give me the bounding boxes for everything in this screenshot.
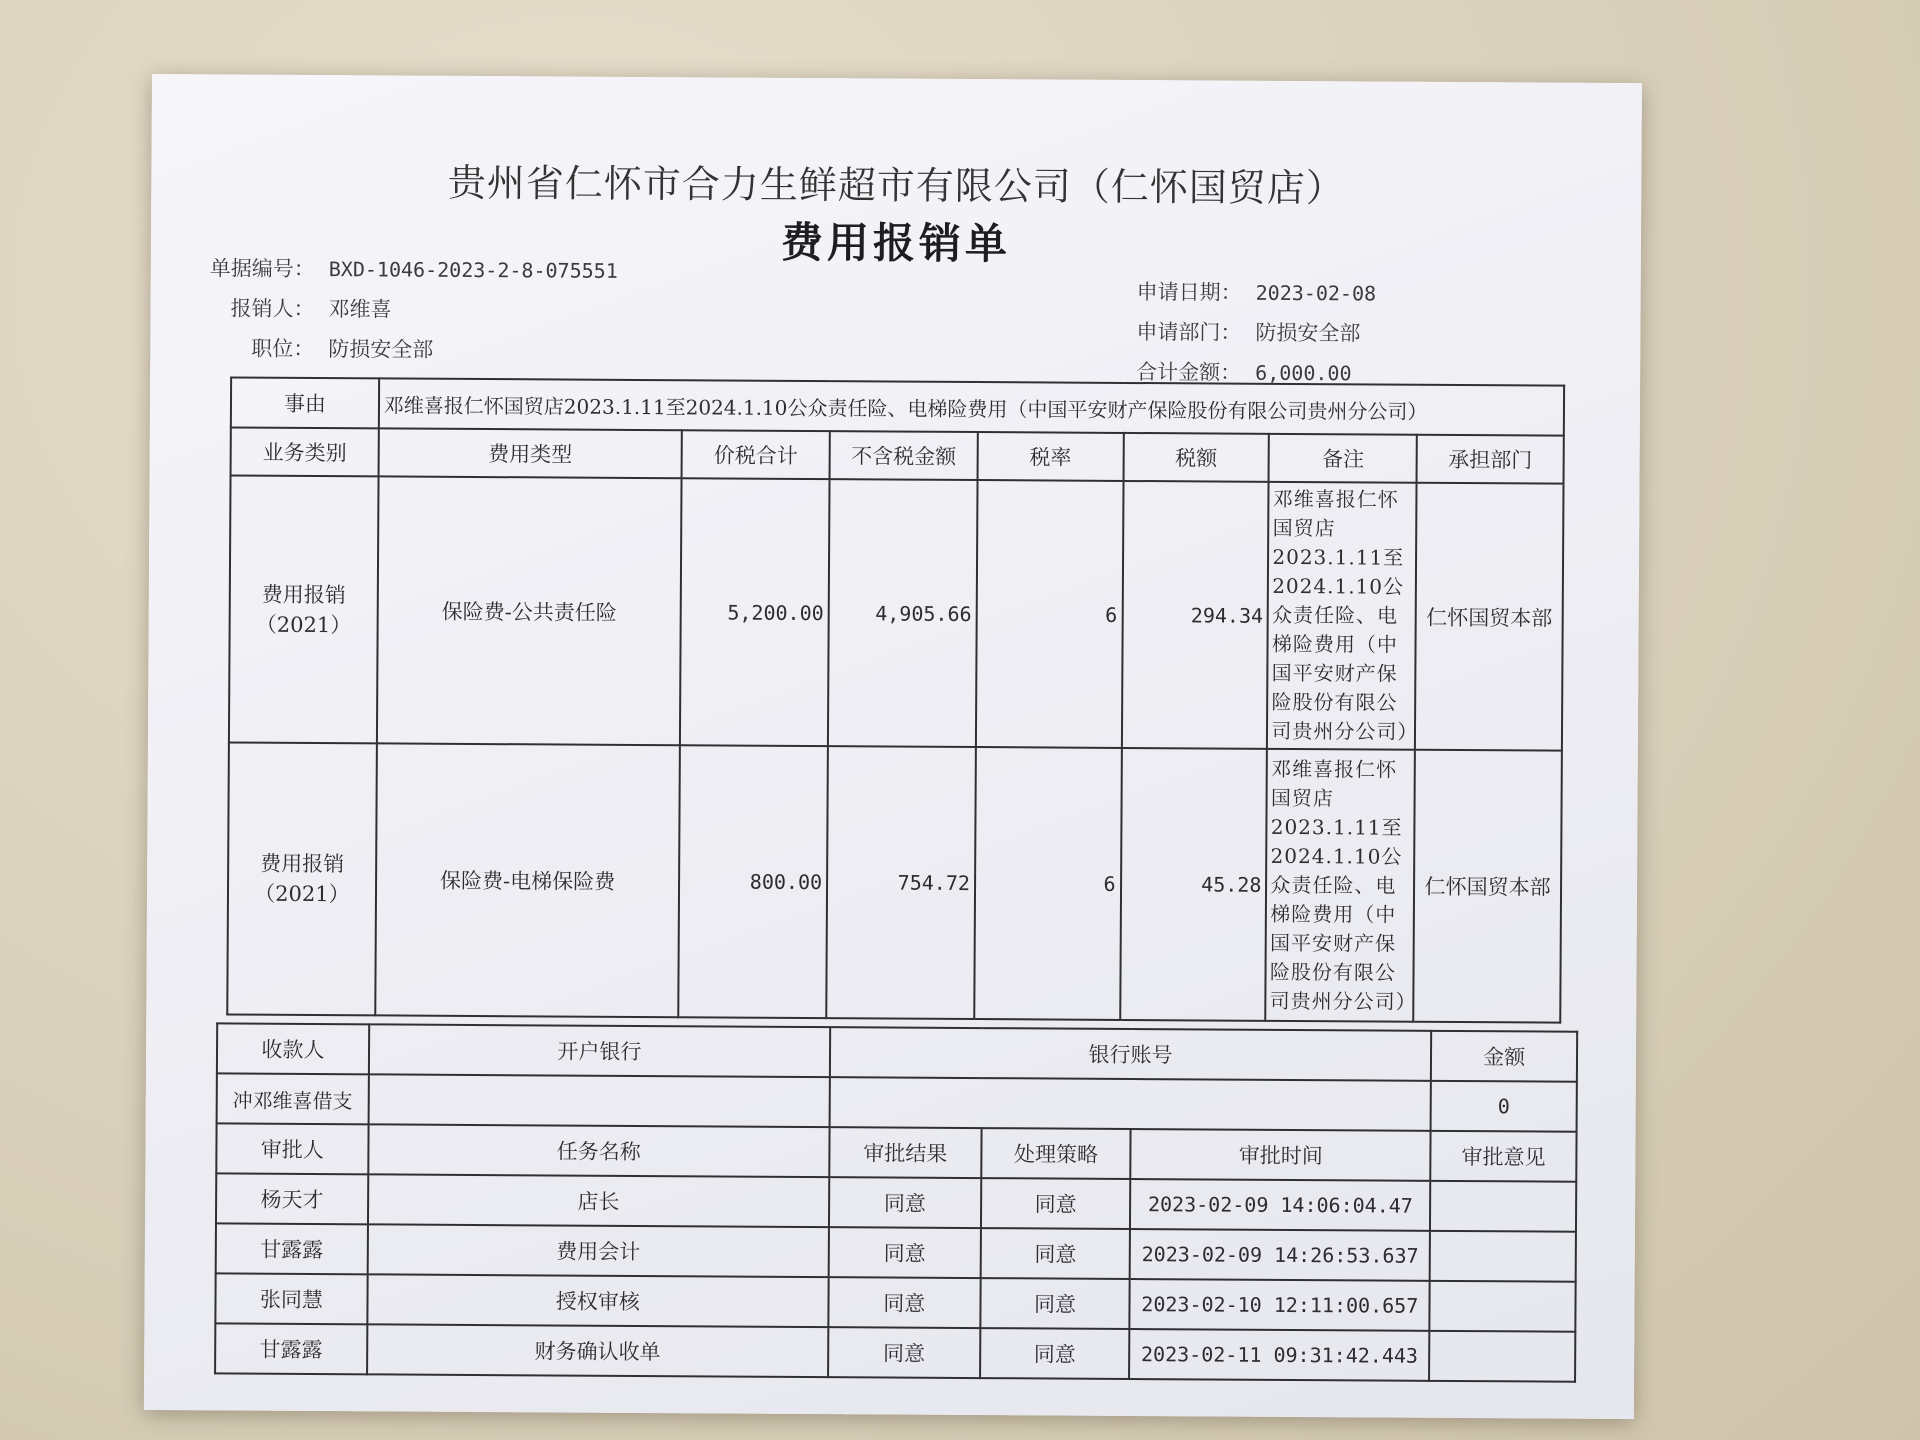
row-type: 保险费-公共责任险 (377, 476, 682, 745)
apply-date-value: 2023-02-08 (1255, 280, 1377, 306)
approval-time: 2023-02-09 14:06:04.47 (1130, 1179, 1430, 1231)
offset-bank (368, 1074, 829, 1127)
header-amount: 金额 (1431, 1031, 1577, 1082)
approval-time: 2023-02-10 12:11:00.657 (1130, 1279, 1430, 1331)
header-time: 审批时间 (1131, 1129, 1431, 1181)
task-name: 财务确认收单 (367, 1324, 828, 1377)
offset-row (217, 1073, 1577, 1131)
approver: 甘露露 (215, 1323, 367, 1374)
header-payee: 收款人 (217, 1023, 369, 1074)
reason-row (231, 377, 1564, 435)
approver: 杨天才 (216, 1173, 368, 1224)
total-label: 合计金额： (1136, 360, 1242, 385)
header-total: 价税合计 (682, 430, 830, 479)
apply-dept-value: 防损安全部 (1255, 320, 1361, 346)
approval-time: 2023-02-09 14:26:53.637 (1130, 1229, 1430, 1281)
header-strategy: 处理策略 (981, 1128, 1131, 1179)
doc-no-label: 单据编号： (209, 256, 315, 281)
header-task: 任务名称 (368, 1124, 829, 1177)
row-net: 754.72 (826, 746, 976, 1019)
position-value: 防损安全部 (328, 337, 434, 362)
approval-opinion (1430, 1181, 1576, 1232)
claimant-label: 报销人： (230, 296, 315, 321)
approval-row (215, 1323, 1575, 1381)
task-name: 授权审核 (367, 1274, 828, 1327)
row-note: 邓维喜报仁怀国贸店2023.1.11至2024.1.10公众责任险、电梯险费用（中国平安财产保险股份有限公司贵州分公司） (1266, 749, 1416, 1022)
header-account: 银行账号 (830, 1027, 1432, 1081)
position-row (202, 332, 433, 363)
doc-no-value: BXD-1046-2023-2-8-075551 (328, 257, 618, 283)
header-tax: 税额 (1123, 433, 1269, 482)
expense-row (229, 475, 1564, 750)
approval-strategy: 同意 (980, 1278, 1130, 1329)
task-name: 店长 (368, 1174, 829, 1227)
approval-header-row (216, 1123, 1576, 1181)
header-opinion: 审批意见 (1430, 1131, 1576, 1182)
claimant-row (202, 292, 391, 323)
header-approver: 审批人 (216, 1123, 368, 1174)
approval-strategy: 同意 (980, 1328, 1130, 1379)
approver: 张同慧 (215, 1273, 367, 1324)
approval-opinion (1430, 1281, 1576, 1332)
approval-opinion (1430, 1231, 1576, 1282)
row-net: 4,905.66 (828, 479, 978, 747)
apply-date-row (1137, 276, 1377, 307)
row-rate: 6 (976, 480, 1123, 748)
company-title: 贵州省仁怀市合力生鲜超市有限公司（仁怀国贸店） (447, 160, 1345, 211)
header-category: 业务类别 (231, 427, 379, 476)
header-note: 备注 (1269, 434, 1417, 483)
approval-strategy: 同意 (980, 1228, 1130, 1279)
header-rate: 税率 (977, 432, 1123, 481)
header-result: 审批结果 (829, 1127, 981, 1178)
apply-dept-label: 申请部门： (1136, 320, 1242, 345)
expense-table (226, 376, 1565, 1023)
row-dept: 仁怀国贸本部 (1415, 483, 1563, 751)
approval-opinion (1429, 1331, 1575, 1382)
row-tax: 294.34 (1121, 481, 1268, 749)
approval-result: 同意 (828, 1327, 980, 1378)
task-name: 费用会计 (367, 1224, 828, 1277)
approval-row (216, 1173, 1576, 1231)
form-title: 费用报销单 (780, 217, 1012, 269)
row-note: 邓维喜报仁怀国贸店2023.1.11至2024.1.10公众责任险、电梯险费用（中国平安财产保险股份有限公司贵州分公司） (1267, 482, 1417, 750)
claimant-value: 邓维喜 (328, 297, 392, 322)
expense-header-row (231, 427, 1564, 483)
row-rate: 6 (974, 747, 1121, 1020)
header-bank: 开户银行 (369, 1024, 830, 1077)
header-type: 费用类型 (378, 428, 682, 478)
row-total: 800.00 (678, 745, 828, 1018)
approval-result: 同意 (829, 1177, 981, 1228)
approval-result: 同意 (828, 1277, 980, 1328)
offset-account (830, 1077, 1432, 1131)
approval-row (215, 1273, 1575, 1331)
apply-date-label: 申请日期： (1136, 280, 1242, 305)
apply-dept-row (1136, 316, 1360, 347)
expense-form-paper (144, 74, 1642, 1419)
payment-approval-table (214, 1022, 1578, 1382)
approver: 甘露露 (216, 1223, 368, 1274)
row-dept: 仁怀国贸本部 (1413, 750, 1561, 1023)
payment-header-row (217, 1023, 1577, 1081)
header-dept: 承担部门 (1417, 435, 1564, 484)
reason-label: 事由 (231, 377, 379, 428)
offset-label: 冲邓维喜借支 (217, 1073, 369, 1124)
row-total: 5,200.00 (680, 478, 830, 746)
doc-no-row (203, 252, 618, 285)
position-label: 职位： (251, 336, 315, 361)
reason-text: 邓维喜报仁怀国贸店2023.1.11至2024.1.10公众责任险、电梯险费用（中国平安财产保险股份有限公司贵州分公司） (379, 378, 1564, 435)
total-value: 6,000.00 (1255, 360, 1352, 386)
approval-row (216, 1223, 1576, 1281)
approval-result: 同意 (829, 1227, 981, 1278)
row-category: 费用报销（2021） (229, 475, 379, 743)
expense-row (227, 742, 1562, 1022)
row-category: 费用报销（2021） (227, 742, 377, 1015)
approval-time: 2023-02-11 09:31:42.443 (1130, 1329, 1430, 1381)
row-tax: 45.28 (1120, 748, 1267, 1021)
header-net: 不含税金额 (830, 431, 978, 480)
approval-strategy: 同意 (981, 1178, 1131, 1229)
offset-amount: 0 (1431, 1081, 1577, 1132)
row-type: 保险费-电梯保险费 (375, 743, 680, 1017)
